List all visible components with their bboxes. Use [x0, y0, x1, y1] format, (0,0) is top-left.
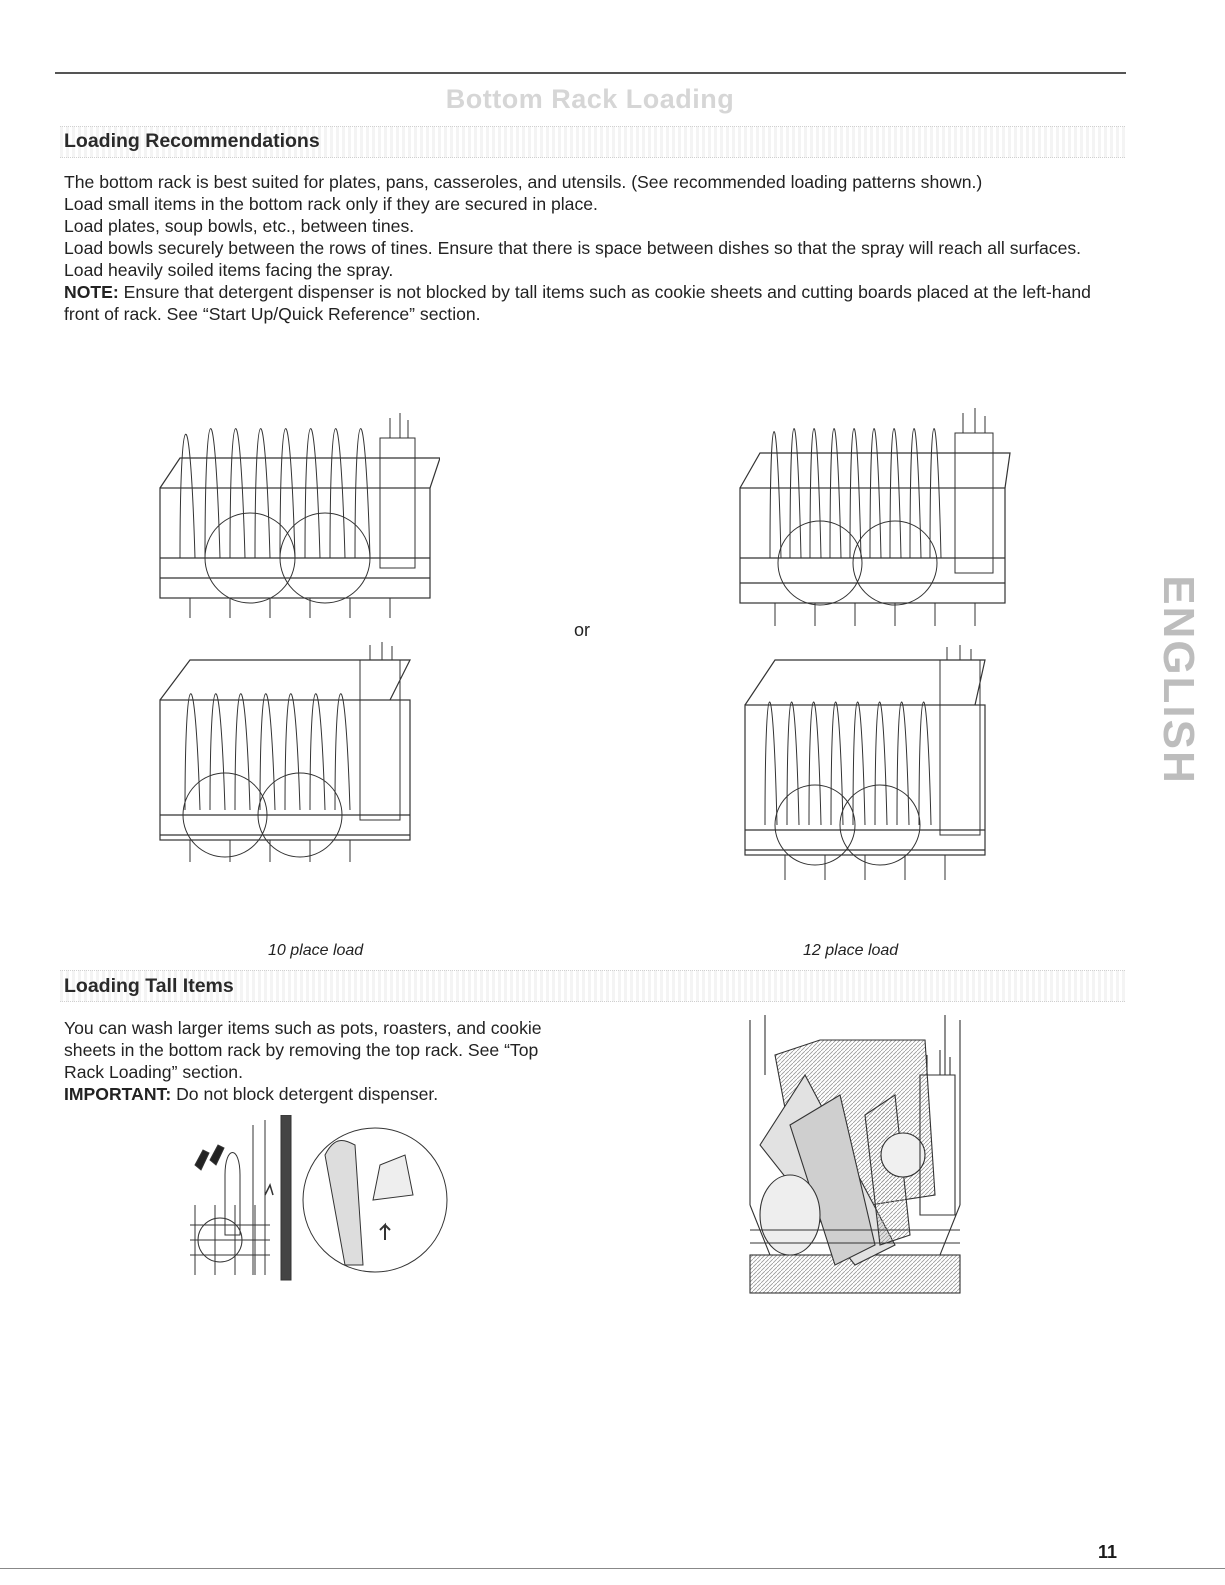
paragraph: Load heavily soiled items facing the spray.	[64, 260, 394, 280]
caption-10-place-load: 10 place load	[268, 942, 364, 959]
rack-12-place-top-illustration	[735, 378, 1015, 633]
paragraph: Load bowls securely between the rows of tines. Ensure that there is space between dishes so that the spray will reach all surfaces.	[64, 238, 1082, 258]
tall-items-rack-illustration	[745, 1015, 965, 1295]
section-heading-loading-tall-items: Loading Tall Items	[64, 975, 234, 997]
loading-recommendations-text	[64, 171, 1124, 325]
paragraph: You can wash larger items such as pots, roasters, and cookie sheets in the bottom rack by removing the top rack. See “Top Rack Loading” section.	[64, 1018, 542, 1082]
caption-12-place-load: 12 place load	[803, 942, 899, 959]
rack-12-place-bottom-illustration	[735, 645, 995, 890]
top-rule	[55, 72, 1126, 74]
detergent-dispenser-illustration	[185, 1115, 460, 1285]
or-label: or	[574, 620, 591, 640]
important-label: IMPORTANT:	[64, 1084, 172, 1104]
page-number: 11	[1098, 1542, 1118, 1562]
note-text: Ensure that detergent dispenser is not blocked by tall items such as cookie sheets and cutting boards placed at the left-hand front of rack. See “Start Up/Quick Reference” section.	[64, 282, 1091, 324]
note-label: NOTE:	[64, 282, 119, 302]
paragraph: Load plates, soup bowls, etc., between tines.	[64, 216, 415, 236]
important-text: Do not block detergent dispenser.	[171, 1084, 439, 1104]
paragraph: Load small items in the bottom rack only if they are secured in place.	[64, 194, 598, 214]
note-paragraph	[64, 281, 1124, 325]
loading-tall-items-text	[64, 1017, 544, 1105]
language-side-tab	[1148, 565, 1208, 795]
important-paragraph	[64, 1083, 544, 1105]
language-side-tab-label: ENGLISH	[1154, 575, 1203, 785]
page-title: Bottom Rack Loading	[445, 84, 735, 114]
paragraph: The bottom rack is best suited for plates, pans, casseroles, and utensils. (See recommended loading patterns shown.)	[64, 172, 983, 192]
rack-10-place-bottom-illustration	[150, 640, 420, 870]
bottom-rule	[0, 1568, 1225, 1569]
section-heading-loading-recommendations: Loading Recommendations	[64, 130, 320, 152]
rack-10-place-top-illustration	[150, 378, 440, 628]
